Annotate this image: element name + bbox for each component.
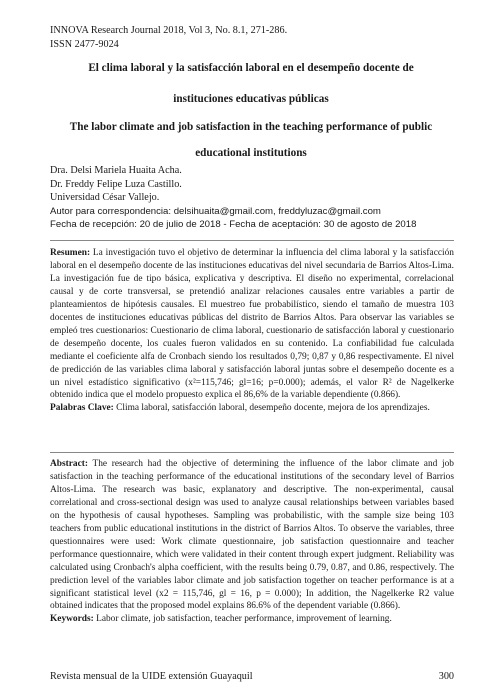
page-footer: [50, 671, 454, 682]
page-number: 300: [438, 671, 454, 682]
abstract-text: The research had the objective of determining the influence of the labor climate and job satisfaction in the teaching performance of the educational institutions of the secondary level of Barrios Altos-Lima. The research was basic, explanatory and descriptive. The non-experimental, causal correlational and cross-sectional design was used to analyze causal relationships between variables based on the hypothesis of causal hypotheses. Sampling was probabilistic, with the sample size being 103 teachers from public educational institutions in the district of Barrios Altos. To observe the variables, three questionnaires were used: Work climate questionnaire, job satisfaction questionnaire and teacher performance questionnaire, which were validated in their content through expert judgment. Reliability was calculated using Cronbach's alpha coefficient, with the results being 0.79, 0.87, and 0.86, respectively. The prediction level of the variables labor climate and job satisfaction together on teacher performance is at a significant statistical level (x2 = 115,746, gl = 16, p = 0.000); In addition, the Nagelkerke R2 value obtained indicates that the proposed model explains 86.6% of the dependent variable (0.866).: [50, 459, 454, 612]
keywords-label: Keywords:: [50, 614, 94, 625]
resumen-paragraph: [50, 247, 454, 402]
correspondence: Autor para correspondencia: delsihuaita@gmail.com, freddyluzac@gmail.com: [50, 205, 381, 217]
footer-journal: Revista mensual de la UIDE extensión Guayaquil: [50, 671, 253, 682]
issn: ISSN 2477-9024: [50, 38, 119, 50]
title-es-line2: instituciones educativas públicas: [173, 93, 329, 105]
divider: [50, 452, 454, 453]
palabras-clave: [50, 402, 454, 415]
title-en-line1: The labor climate and job satisfaction in the teaching performance of public: [69, 121, 433, 133]
author-block: [50, 164, 416, 232]
resumen-text: La investigación tuvo el objetivo de determinar la influencia del clima laboral y la satisfacción laboral en el desempeño docente de las instituciones educativas del nivel secundaria de Barrios Altos-Lima. La investigación fue de tipo básica, explicativa y descriptiva. El diseño no experimental, correlacional causal y de corte transversal, se pretendió analizar relaciones causales entre variables a partir de planteamientos de hipótesis causales. El muestreo fue probabilístico, siendo el tamaño de muestra 103 docentes de instituciones educativas públicas del distrito de Barrios Altos. Para observar las variables se empleó tres cuestionarios: Cuestionario de clima laboral, cuestionario de satisfacción laboral y cuestionario de desempeño docente, los cuales fueron validados en su contenido. La confiabilidad fue calculada mediante el coeficiente alfa de Cronbach siendo los resultados 0,79; 0,87 y 0,86 respectivamente. El nivel de predicción de las variables clima laboral y satisfacción laboral juntas sobre el desempeño docente es a un nivel estadístico significativo (x²=115,746; gl=16; p=0.000); además, el valor R² de Nagelkerke obtenido indica que el modelo propuesto explica el 86,6% de la variable dependiente (0.866).: [50, 248, 454, 401]
dates: Fecha de recepción: 20 de julio de 2018 - Fecha de aceptación: 30 de agosto de 2018: [50, 219, 417, 231]
journal-citation: INNOVA Research Journal 2018, Vol 3, No. 8.1, 271-286.: [50, 25, 288, 36]
abstract-block: [50, 458, 454, 626]
author-1: Dra. Delsi Mariela Huaita Acha.: [50, 165, 182, 176]
abstract-paragraph: [50, 458, 454, 613]
palabras-clave-label: Palabras Clave:: [50, 403, 114, 414]
title-es-line1: El clima laboral y la satisfacción laboral en el desempeño docente de: [88, 62, 414, 74]
author-2: Dr. Freddy Felipe Luza Castillo.: [50, 178, 182, 190]
palabras-clave-text: Clima laboral, satisfacción laboral, desempeño docente, mejora de los aprendizajes.: [116, 403, 430, 414]
resumen-block: [50, 247, 454, 415]
affiliation: Universidad César Vallejo.: [50, 192, 160, 204]
keywords-text: Labor climate, job satisfaction, teacher performance, improvement of learning.: [96, 614, 392, 625]
title-en-line2: educational institutions: [195, 147, 307, 159]
resumen-label: Resumen:: [50, 248, 91, 258]
journal-header: [50, 24, 287, 51]
abstract-label: Abstract:: [50, 459, 89, 469]
divider: [50, 240, 454, 241]
keywords: [50, 613, 454, 626]
